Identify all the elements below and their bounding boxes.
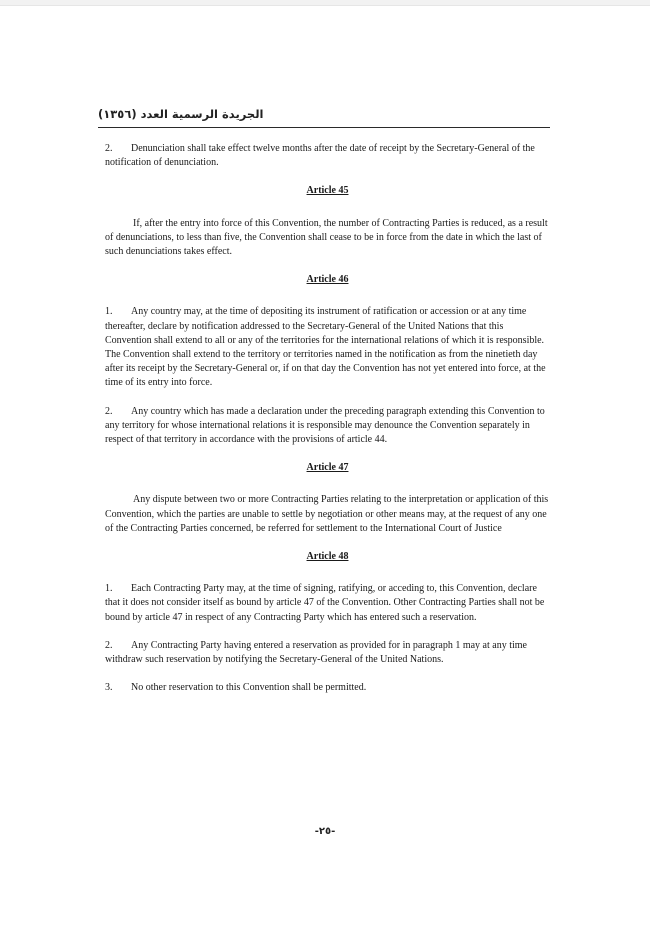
article-48-heading: Article 48 <box>306 551 349 563</box>
article-47-heading: Article 47 <box>306 462 349 474</box>
paragraph-number: 2. <box>105 639 113 651</box>
paragraph-number: 2. <box>105 143 113 154</box>
gazette-title: الجريدة الرسمية العدد (١٣٥٦) <box>98 107 264 121</box>
paragraph-text: Each Contracting Party may, at the time of signing, ratifying, or acceding to, this Convention, declare that it does not consider itself as bound by article 47 of the Convention. Other Contracting Parties shall not be bound by article 47 in respect of any Contracting Party which has entered such a reservation. <box>105 583 545 623</box>
header-rule <box>98 127 550 128</box>
paragraph-text: No other reservation to this Convention shall be permitted. <box>131 682 367 694</box>
paragraph-48-3 <box>105 681 550 695</box>
paragraph-number: 2. <box>105 405 113 417</box>
page-number: -٢٥- <box>314 826 336 837</box>
article-45-text: If, after the entry into force of this Convention, the number of Contracting Parties is reduced, as a result of denunciations, to less than five, the Convention shall cease to be in force from the date in which the last of such denunciations takes effect. <box>105 217 548 258</box>
paragraph-text: Any country may, at the time of depositing its instrument of ratification or accession or at any time thereafter, declare by notification addressed to the Secretary-General of the United Nations that this Convention shall extend to all or any of the territories for the international relations of which it is responsible. The Convention shall extend to the territory or territories named in the notification as from the ninetieth day after its receipt by the Secretary-General or, if on that day the Convention has not yet entered into force, at the time of its entry into force. <box>105 306 546 389</box>
article-47-text: Any dispute between two or more Contracting Parties relating to the interpretation or application of this Convention, which the parties are unable to settle by negotiation or other means may, at the request of any one of the Contracting Parties concerned, be referred for settlement to the International Court of Justice <box>105 494 549 534</box>
paragraph-number: 1. <box>105 583 113 595</box>
paragraph-44-2 <box>105 142 550 170</box>
paragraph-text: Any country which has made a declaration under the preceding paragraph extending this Convention to any territory for whose international relations it is responsible may denounce the Convention separately in respect of that territory in accordance with the provisions of article 44. <box>105 405 545 446</box>
paragraph-number: 3. <box>105 682 113 694</box>
page-header <box>98 107 550 127</box>
paragraph-46-1 <box>105 305 550 390</box>
paragraph-text: Any Contracting Party having entered a reservation as provided for in paragraph 1 may at any time withdraw such reservation by notifying the Secretary-General of the United Nations. <box>105 639 527 666</box>
paragraph-number: 1. <box>105 306 113 318</box>
paragraph-48-1 <box>105 582 550 625</box>
article-46-heading: Article 46 <box>306 274 349 286</box>
paragraph-text: Denunciation shall take effect twelve months after the date of receipt by the Secretary-General of the notification of denunciation. <box>105 143 535 169</box>
paragraph-48-2 <box>105 639 550 667</box>
document-body <box>105 142 550 709</box>
article-45-heading: Article 45 <box>306 185 349 197</box>
paragraph-46-2 <box>105 405 550 448</box>
